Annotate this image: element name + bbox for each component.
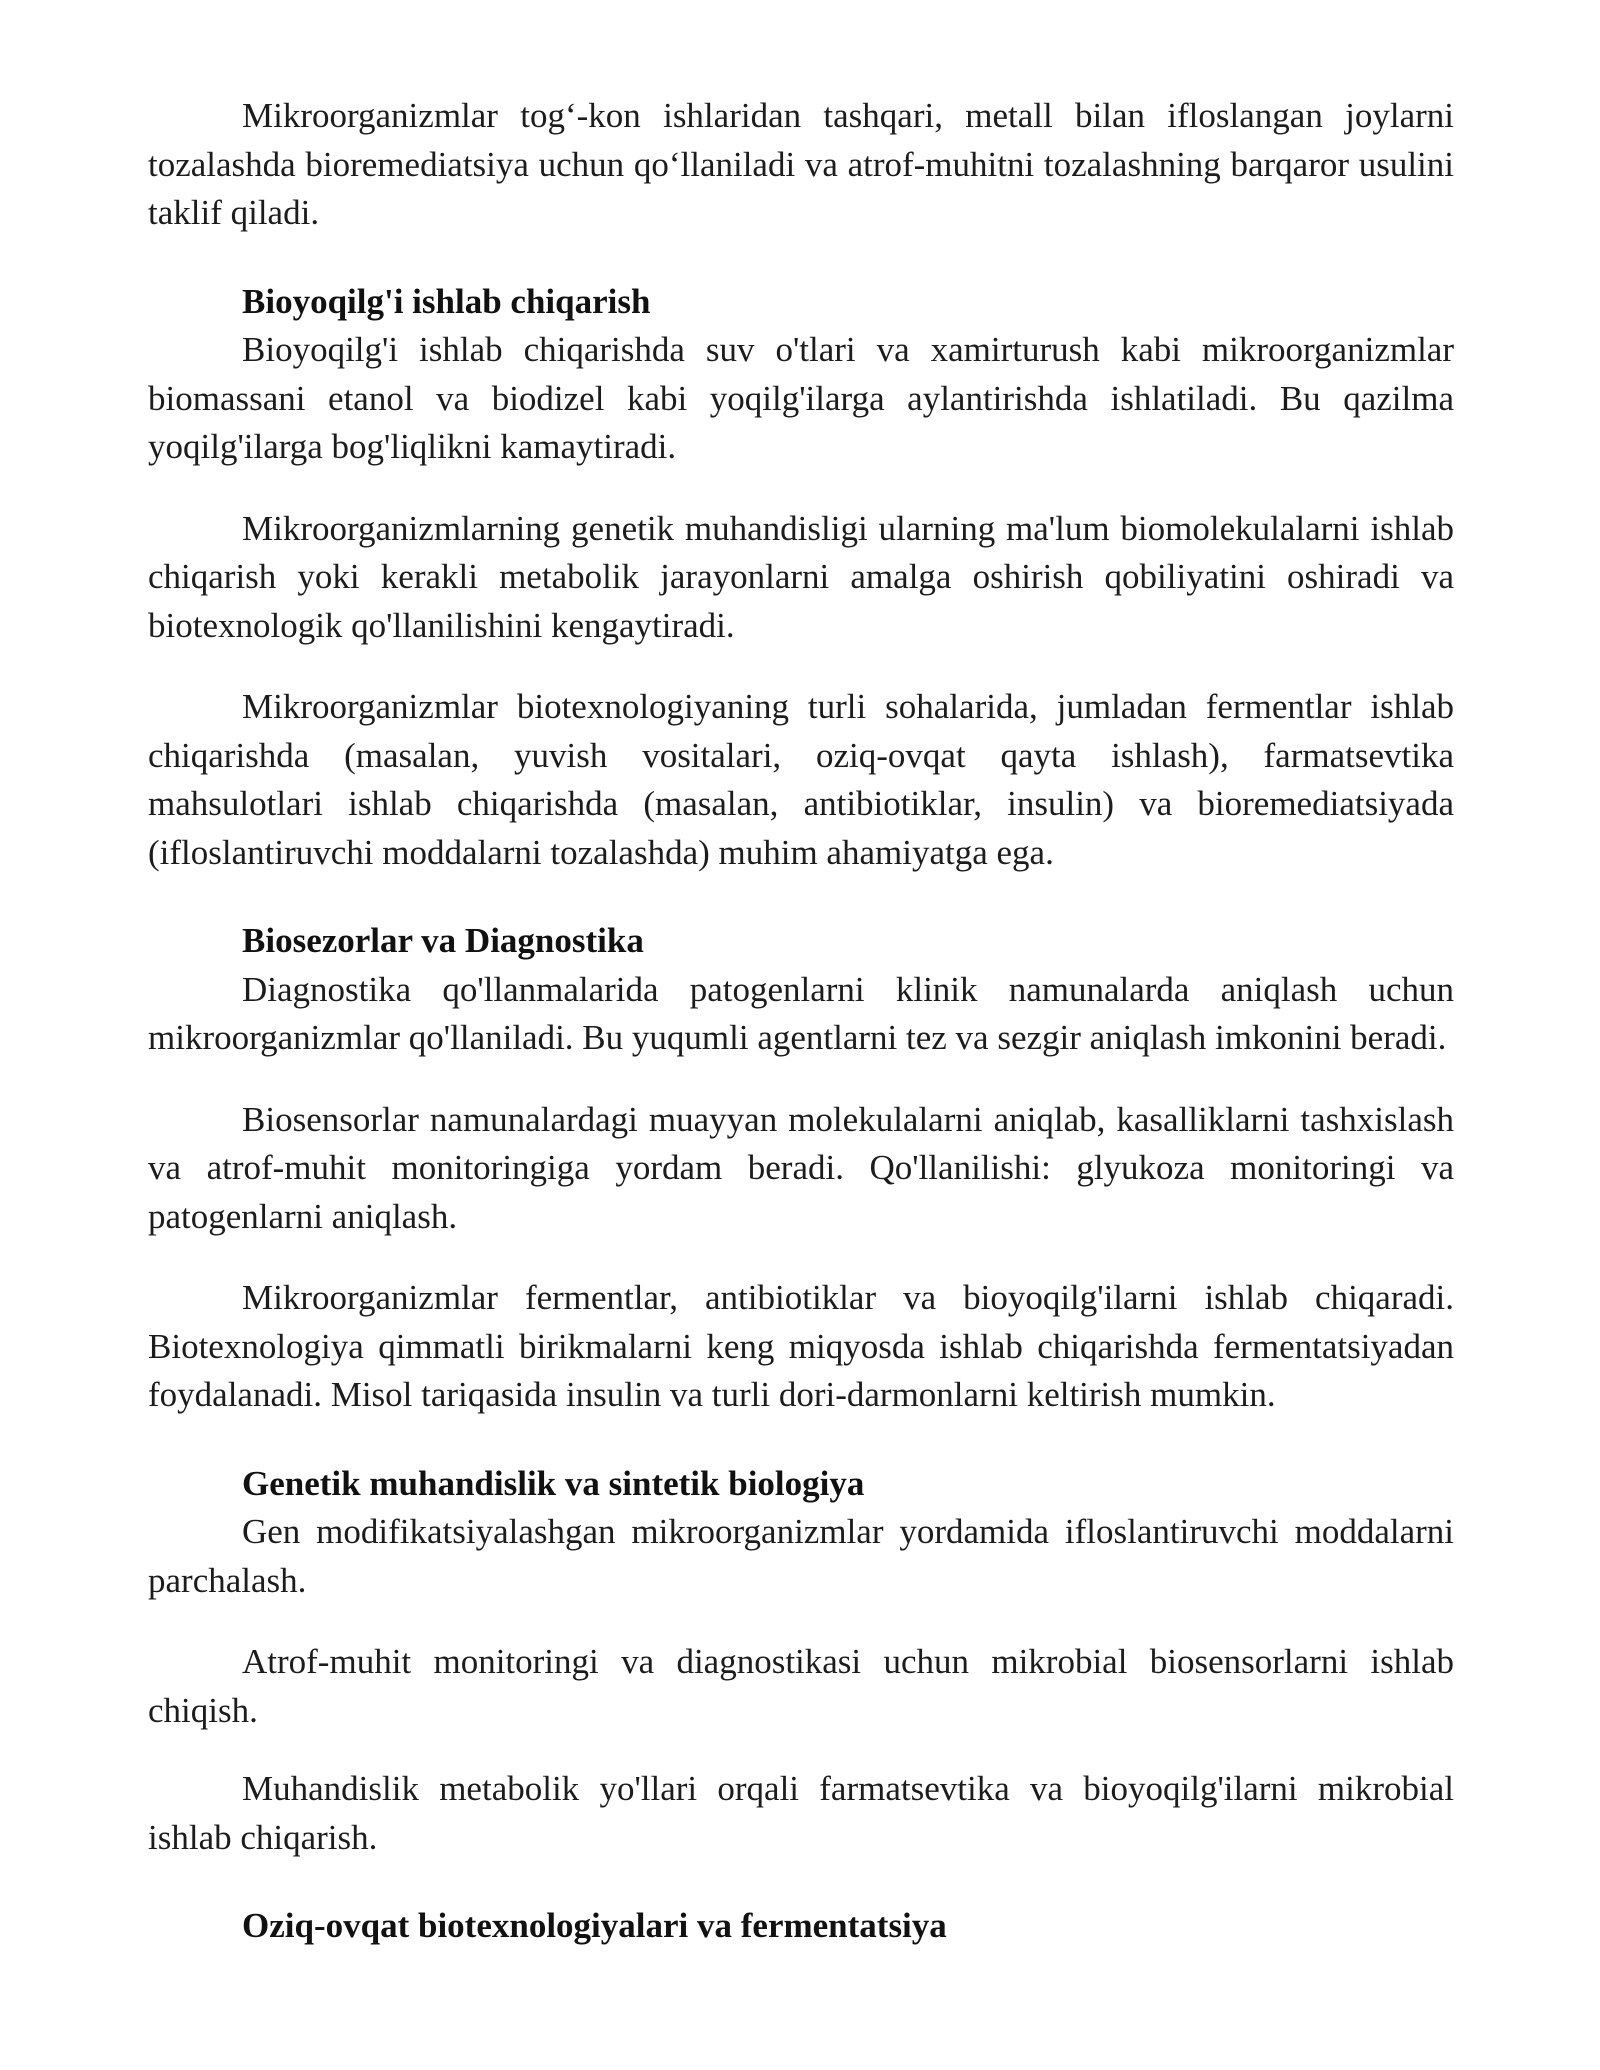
paragraph-bioremediation: Mikroorganizmlar tog‘-kon ishlaridan tashqari, metall bilan ifloslangan joylarni tozalashda bioremediatsiya uchun qo‘llaniladi va atrof-muhitni tozalashning barqaror usulini taklif qiladi. [148,96,1454,232]
paragraph-diagnostics: Diagnostika qo'llanmalarida patogenlarni klinik namunalarda aniqlash uchun mikroorganizmlar qo'llaniladi. Bu yuqumli agentlarni tez va sezgir aniqlash imkonini beradi. [148,969,1454,1057]
paragraph-biotech-applications: Mikroorganizmlar biotexnologiyaning turli sohalarida, jumladan fermentlar ishlab chiqarishda (masalan, yuvish vositalari, oziq-ovqat qayta ishlash), farmatsevtika mahsulotlari ishlab chiqarishda (masalan, antibiotiklar, insulin) va bioremediatsiyada (ifloslantiruvchi moddalarni tozalashda) muhim ahamiyatga ega. [148,687,1454,872]
heading-biofuel-production: Bioyoqilg'i ishlab chiqarish [242,281,651,321]
document-body [148,92,1454,1951]
paragraph-fermentation-products: Mikroorganizmlar fermentlar, antibiotiklar va bioyoqilg'ilarni ishlab chiqaradi. Biotexnologiya qimmatli birikmalarni keng miqyosda ishlab chiqarishda fermentatsiyadan foydalanadi. Misol tariqasida insulin va turli dori-darmonlarni keltirish mumkin. [148,1278,1454,1414]
heading-biosensors-diagnostics: Biosezorlar va Diagnostika [242,921,644,960]
heading-genetic-engineering-synbio: Genetik muhandislik va sintetik biologiya [242,1463,865,1503]
heading-food-biotechnology: Oziq-ovqat biotexnologiyalari va fermentatsiya [242,1906,947,1945]
paragraph-metabolic-engineering: Muhandislik metabolik yo'llari orqali farmatsevtika va bioyoqilg'ilarni mikrobial ishlab chiqarish. [148,1769,1454,1857]
paragraph-microbial-biosensors: Atrof-muhit monitoringi va diagnostikasi uchun mikrobial biosensorlarni ishlab chiqish. [148,1642,1454,1730]
paragraph-biofuel: Bioyoqilg'i ishlab chiqarishda suv o'tlari va xamirturush kabi mikroorganizmlar biomassani etanol va biodizel kabi yoqilg'ilarga aylantirishda ishlatiladi. Bu qazilma yoqilg'ilarga bog'liqlikni kamaytiradi. [148,330,1454,466]
paragraph-biosensors: Biosensorlar namunalardagi muayyan molekulalarni aniqlab, kasalliklarni tashxislash va atrof-muhit monitoringiga yordam beradi. Qo'llanilishi: glyukoza monitoringi va patogenlarni aniqlash. [148,1099,1454,1236]
paragraph-genetic-engineering: Mikroorganizmlarning genetik muhandisligi ularning ma'lum biomolekulalarni ishlab chiqarish yoki kerakli metabolik jarayonlarni amalga oshirish qobiliyatini oshiradi va biotexnologik qo'llanilishini kengaytiradi. [148,508,1454,645]
paragraph-gm-microorganisms: Gen modifikatsiyalashgan mikroorganizmlar yordamida ifloslantiruvchi moddalarni parchalash. [148,1512,1454,1600]
